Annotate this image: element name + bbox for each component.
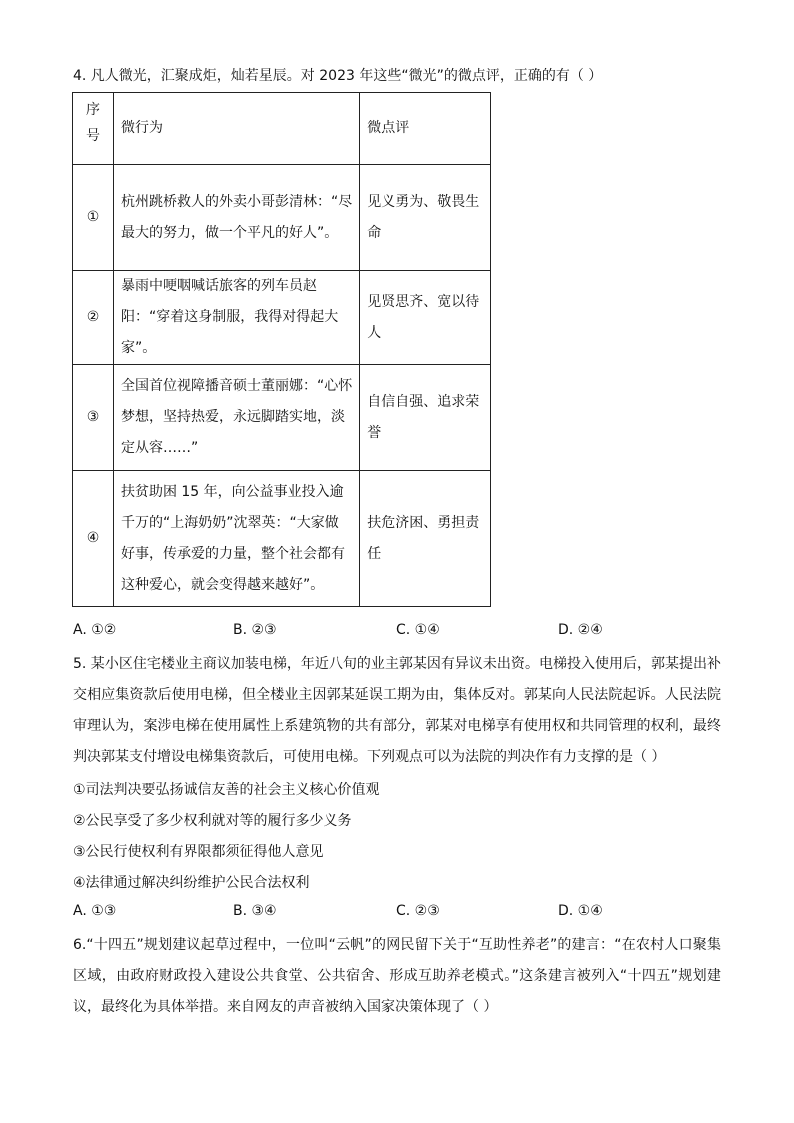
row-index: ③ bbox=[73, 365, 114, 471]
table-header-row bbox=[73, 93, 491, 165]
row-index: ① bbox=[73, 165, 114, 271]
header-action: 微行为 bbox=[113, 93, 359, 165]
q5-statement-2: ②公民享受了多少权利就对等的履行多少义务 bbox=[73, 813, 352, 829]
row-comment: 见义勇为、敬畏生命 bbox=[360, 165, 491, 271]
q5-statement-3: ③公民行使权利有界限都须征得他人意见 bbox=[73, 844, 324, 860]
header-index: 序号 bbox=[73, 93, 114, 165]
option-c[interactable]: C. ②③ bbox=[396, 903, 440, 919]
q5-statement-1: ①司法判决要弘扬诚信友善的社会主义核心价值观 bbox=[73, 782, 380, 798]
row-comment: 自信自强、追求荣誉 bbox=[360, 365, 491, 471]
question-6-stem: 6.“十四五”规划建议起草过程中，一位叫“云帆”的网民留下关于“互助性养老”的建言：“在农村人口聚集区域，由政府财政投入建设公共食堂、公共宿舍、形成互助养老模式。”这条建言被列入“十四五”规划建议，最终化为具体举措。来自网友的声音被纳入国家决策体现了（ ） bbox=[73, 937, 721, 1015]
q5-options bbox=[73, 903, 721, 923]
row-index: ④ bbox=[73, 471, 114, 607]
table-row bbox=[73, 165, 491, 271]
q4-options bbox=[73, 622, 721, 642]
option-d[interactable]: D. ①④ bbox=[558, 903, 603, 919]
q4-table bbox=[72, 92, 491, 607]
option-d[interactable]: D. ②④ bbox=[558, 622, 603, 638]
option-a[interactable]: A. ①② bbox=[73, 622, 117, 638]
row-action: 暴雨中哽咽喊话旅客的列车员赵阳：“穿着这身制服，我得对得起大家”。 bbox=[113, 271, 359, 365]
row-action: 全国首位视障播音硕士董丽娜：“心怀梦想，坚持热爱，永远脚踏实地，淡定从容……” bbox=[113, 365, 359, 471]
option-b[interactable]: B. ③④ bbox=[233, 903, 277, 919]
row-comment: 见贤思齐、宽以待人 bbox=[360, 271, 491, 365]
question-4-stem: 4. 凡人微光，汇聚成炬，灿若星辰。对 2023 年这些“微光”的微点评，正确的有（ ） bbox=[73, 68, 603, 84]
q5-statement-4: ④法律通过解决纠纷维护公民合法权利 bbox=[73, 875, 310, 891]
table-row bbox=[73, 271, 491, 365]
option-b[interactable]: B. ②③ bbox=[233, 622, 277, 638]
table-row bbox=[73, 365, 491, 471]
table-row bbox=[73, 471, 491, 607]
option-a[interactable]: A. ①③ bbox=[73, 903, 117, 919]
row-action: 杭州跳桥救人的外卖小哥彭清林：“尽最大的努力，做一个平凡的好人”。 bbox=[113, 165, 359, 271]
row-action: 扶贫助困 15 年，向公益事业投入逾千万的“上海奶奶”沈翠英：“大家做好事，传承爱的力量，整个社会都有这种爱心，就会变得越来越好”。 bbox=[113, 471, 359, 607]
option-c[interactable]: C. ①④ bbox=[396, 622, 440, 638]
header-comment: 微点评 bbox=[360, 93, 491, 165]
row-index: ② bbox=[73, 271, 114, 365]
question-5-stem: 5. 某小区住宅楼业主商议加装电梯，年近八旬的业主郭某因有异议未出资。电梯投入使用后，郭某提出补交相应集资款后使用电梯，但全楼业主因郭某延误工期为由，集体反对。郭某向人民法院起诉。人民法院审理认为，案涉电梯在使用属性上系建筑物的共有部分，郭某对电梯享有使用权和共同管理的权利，最终判决郭某支付增设电梯集资款后，可使用电梯。下列观点可以为法院的判决作有力支撑的是（ ） bbox=[73, 656, 721, 765]
row-comment: 扶危济困、勇担责任 bbox=[360, 471, 491, 607]
